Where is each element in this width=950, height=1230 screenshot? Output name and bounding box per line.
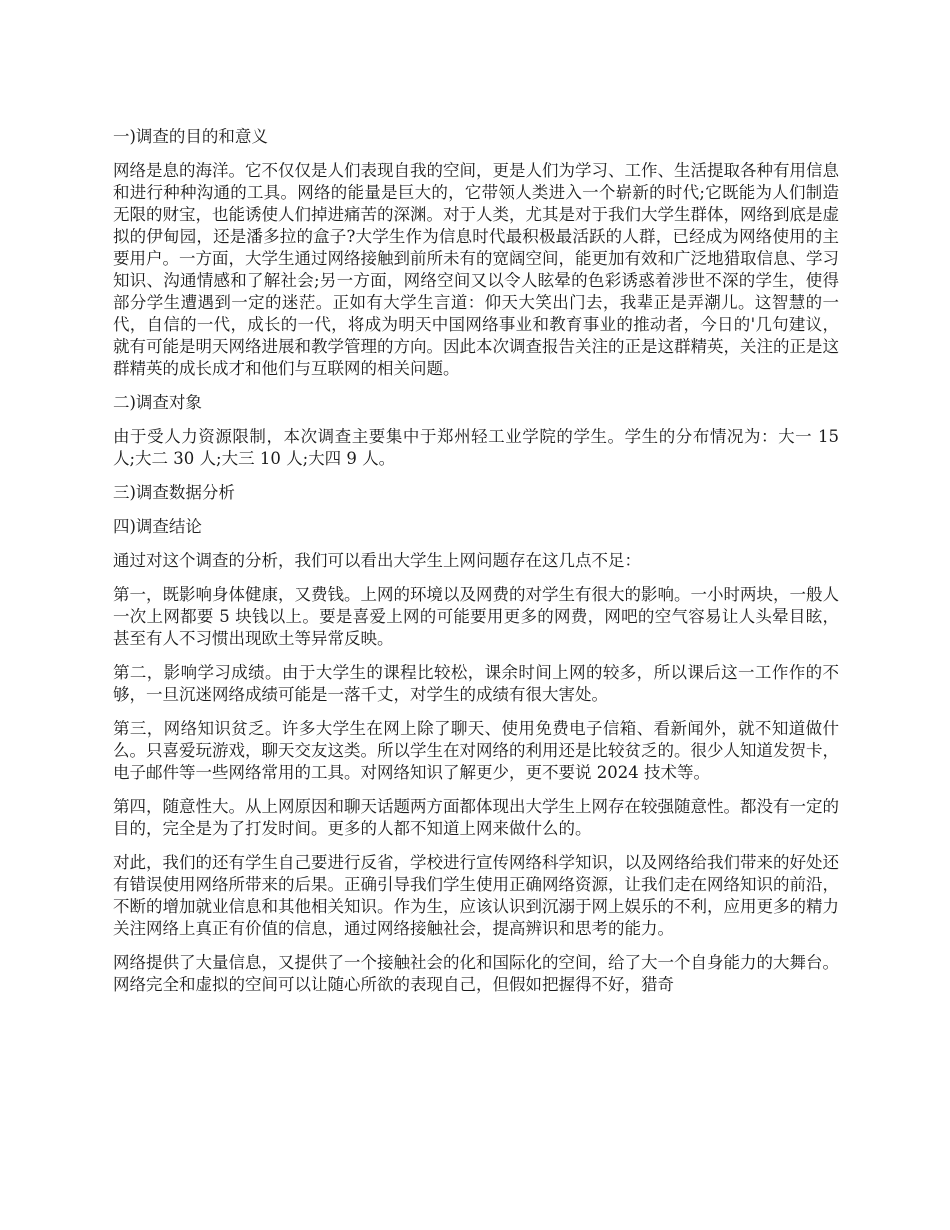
paragraph-point-2: 第二，影响学习成绩。由于大学生的课程比较松，课余时间上网的较多，所以课后这一工作作的不够，一旦沉迷网络成绩可能是一落千丈，对学生的成绩有很大害处。 <box>113 663 839 704</box>
paragraph-recommendation: 对此，我们的还有学生自己要进行反省，学校进行宣传网络科学知识，以及网络给我们带来的好处还有错误使用网络所带来的后果。正确引导我们学生使用正确网络资源，让我们走在网络知识的前沿，不断的增加就业信息和其他相关知识。作为生，应该认识到沉溺于网上娱乐的不利，应用更多的精力关注网络上真正有价值的信息，通过网络接触社会，提高辨识和思考的能力。 <box>113 853 839 938</box>
document-body <box>113 126 839 1008</box>
section-heading-analysis: 三)调查数据分析 <box>113 483 235 502</box>
paragraph-closing: 网络提供了大量信息，又提供了一个接触社会的化和国际化的空间，给了大一个自身能力的大舞台。网络完全和虚拟的空间可以让随心所欲的表现自己，但假如把握得不好，猎奇 <box>113 953 839 994</box>
paragraph-point-3: 第三，网络知识贫乏。许多大学生在网上除了聊天、使用免费电子信箱、看新闻外，就不知道做什么。只喜爱玩游戏，聊天交友这类。所以学生在对网络的利用还是比较贫乏的。很少人知道发贺卡，电子邮件等一些网络常用的工具。对网络知识了解更少，更不要说 2024 技术等。 <box>113 719 839 782</box>
paragraph-point-1: 第一，既影响身体健康，又费钱。上网的环境以及网费的对学生有很大的影响。一小时两块，一般人一次上网都要 5 块钱以上。要是喜爱上网的可能要用更多的网费，网吧的空气容易让人头晕目眩，甚至有人不习惯出现欧土等异常反映。 <box>113 585 839 648</box>
section-heading-subjects: 二)调查对象 <box>113 393 202 412</box>
section-heading-purpose: 一)调查的目的和意义 <box>113 127 268 146</box>
paragraph-subjects-text: 由于受人力资源限制，本次调查主要集中于郑州轻工业学院的学生。学生的分布情况为：大一 15 人;大二 30 人;大三 10 人;大四 9 人。 <box>113 427 839 468</box>
section-heading-conclusion: 四)调查结论 <box>113 517 202 536</box>
paragraph-point-4: 第四，随意性大。从上网原因和聊天话题两方面都体现出大学生上网存在较强随意性。都没有一定的目的，完全是为了打发时间。更多的人都不知道上网来做什么的。 <box>113 797 839 838</box>
paragraph-conclusion-intro: 通过对这个调查的分析，我们可以看出大学生上网问题存在这几点不足： <box>113 551 641 570</box>
paragraph-purpose-text: 网络是息的海洋。它不仅仅是人们表现自我的空间，更是人们为学习、工作、生活提取各种有用信息和进行种种沟通的工具。网络的能量是巨大的，它带领人类进入一个崭新的时代;它既能为人们制造无限的财宝，也能诱使人们掉进痛苦的深渊。对于人类，尤其是对于我们大学生群体，网络到底是虚拟的伊甸园，还是潘多拉的盒子?大学生作为信息时代最积极最活跃的人群，已经成为网络使用的主要用户。一方面，大学生通过网络接触到前所未有的宽阔空间，能更加有效和广泛地猎取信息、学习知识、沟通情感和了解社会;另一方面，网络空间又以令人眩晕的色彩诱惑着涉世不深的学生，使得部分学生遭遇到一定的迷茫。正如有大学生言道：仰天大笑出门去，我辈正是弄潮儿。这智慧的一代，自信的一代，成长的一代，将成为明天中国网络事业和教育事业的推动者，今日的'几句建议，就有可能是明天网络进展和教学管理的方向。因此本次调查报告关注的正是这群精英，关注的正是这群精英的成长成才和他们与互联网的相关问题。 <box>113 161 839 378</box>
